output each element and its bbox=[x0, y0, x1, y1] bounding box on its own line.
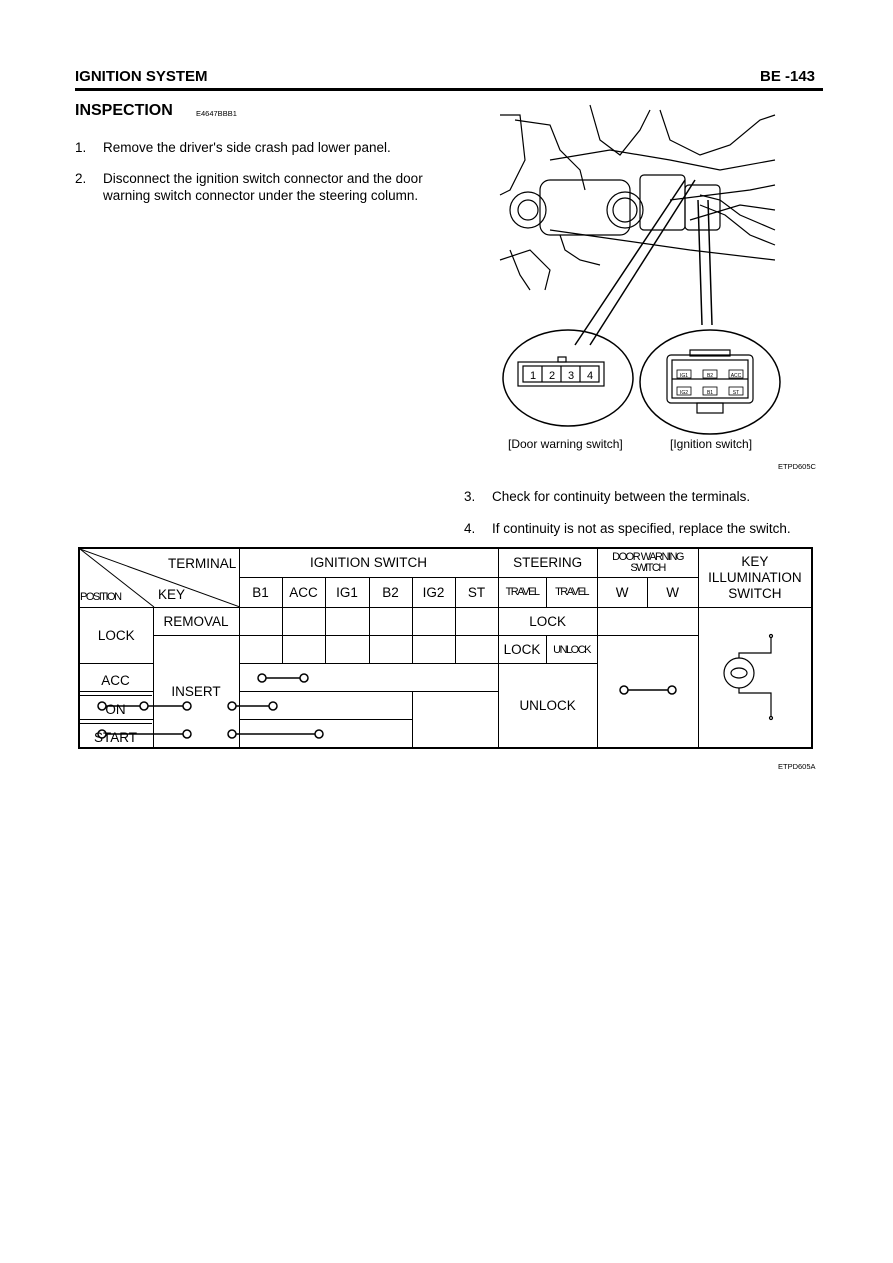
door-switch-label: [Door warning switch] bbox=[508, 437, 623, 451]
door-warning-header: DOOR WARNING SWITCH bbox=[597, 548, 698, 577]
terminal-ig1: IG1 bbox=[325, 577, 369, 607]
terminal-st: ST bbox=[455, 577, 498, 607]
steering-unlock-small: UNLOCK bbox=[546, 636, 597, 664]
door-pin-label: 4 bbox=[586, 370, 594, 382]
figure-code: ETPD605C bbox=[778, 462, 816, 471]
ignition-switch-figure bbox=[490, 100, 820, 480]
step-4 bbox=[464, 520, 824, 540]
page-number: BE -143 bbox=[760, 68, 816, 85]
step-text: Remove the driver's side crash pad lower panel. bbox=[103, 140, 391, 155]
step-text: Check for continuity between the terminals. bbox=[492, 489, 751, 504]
door-pin-label: 2 bbox=[548, 370, 556, 382]
terminal-b1: B1 bbox=[239, 577, 282, 607]
continuity-table bbox=[78, 547, 813, 749]
step-number: 4. bbox=[464, 521, 476, 536]
position-labels bbox=[79, 667, 152, 751]
step-3 bbox=[464, 488, 824, 508]
ign-pin-label: IG1 bbox=[679, 373, 689, 379]
step-1 bbox=[75, 139, 455, 159]
door-continuity-symbol bbox=[618, 683, 678, 697]
steering-travel-1: TRAVEL bbox=[498, 577, 546, 607]
terminal-b2: B2 bbox=[369, 577, 412, 607]
step-number: 1. bbox=[75, 140, 87, 155]
key-removal: REMOVAL bbox=[153, 608, 239, 636]
door-pin-label: 1 bbox=[529, 370, 537, 382]
terminal-header: TERMINAL bbox=[168, 556, 237, 571]
corner-cell bbox=[79, 548, 239, 608]
key-illumination-header: KEY ILLUMINATION SWITCH bbox=[698, 548, 812, 608]
position-lock: LOCK bbox=[79, 608, 153, 664]
door-warning-cell bbox=[597, 636, 698, 749]
steering-header: STEERING bbox=[498, 548, 597, 577]
section-title: IGNITION SYSTEM bbox=[75, 68, 208, 85]
lamp-symbol bbox=[699, 608, 813, 751]
step-number: 3. bbox=[464, 489, 476, 504]
ign-pin-label: ST bbox=[732, 390, 740, 396]
table-code: ETPD605A bbox=[778, 762, 816, 771]
position-acc-label: ACC bbox=[79, 667, 152, 696]
step-text: Disconnect the ignition switch connector and the door bbox=[103, 171, 423, 186]
position-on-label: ON bbox=[79, 696, 152, 724]
steering-lock-small: LOCK bbox=[498, 636, 546, 664]
key-insert: INSERT bbox=[153, 636, 239, 749]
ign-pin-label: B1 bbox=[706, 390, 714, 396]
acc-continuity-symbol bbox=[240, 671, 500, 685]
door-pin-label: 3 bbox=[567, 370, 575, 382]
steering-unlock: UNLOCK bbox=[498, 664, 597, 749]
steering-travel-2: TRAVEL bbox=[546, 577, 597, 607]
step-2 bbox=[75, 170, 455, 210]
position-header: POSITION bbox=[80, 591, 121, 603]
door-w-1: W bbox=[597, 577, 647, 607]
inspection-code: E4647BBB1 bbox=[196, 109, 237, 118]
ign-pin-label: IG2 bbox=[679, 390, 689, 396]
ignition-switch-header: IGNITION SWITCH bbox=[239, 548, 498, 577]
ign-pin-label: ACC bbox=[730, 373, 742, 379]
door-w-2: W bbox=[647, 577, 698, 607]
steering-lock: LOCK bbox=[498, 608, 597, 636]
ignition-switch-label: [Ignition switch] bbox=[670, 437, 753, 451]
ign-pin-label: B2 bbox=[706, 373, 714, 379]
inspection-title: INSPECTION bbox=[75, 102, 173, 119]
step-text: If continuity is not as specified, replace the switch. bbox=[492, 521, 791, 536]
position-start-label: START bbox=[93, 730, 137, 745]
header-rule bbox=[75, 88, 823, 91]
acc-continuity bbox=[239, 664, 498, 692]
terminal-ig2: IG2 bbox=[412, 577, 455, 607]
step-text: warning switch connector under the steering column. bbox=[103, 188, 419, 203]
key-illum-cell bbox=[698, 608, 812, 749]
step-number: 2. bbox=[75, 171, 87, 186]
terminal-acc: ACC bbox=[282, 577, 325, 607]
key-header: KEY bbox=[158, 587, 186, 602]
